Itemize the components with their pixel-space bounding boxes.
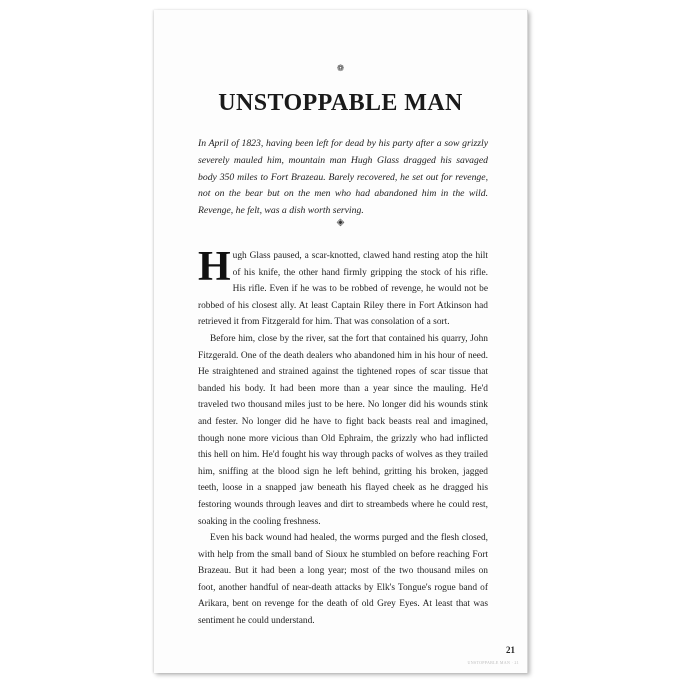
body-paragraph-3: Even his back wound had healed, the worms purged and the flesh closed, with help from the small band of Sioux he stumbled on before reaching Fort Brazeau. But it had been a long year; most of the two thousand miles on foot, another handful of near-death attacks by Elk's Tongue's rogue band of Arikara, bent on revenge for the death of old Grey Eyes. At least that was sentiment he could understand. <box>198 533 488 627</box>
intro-paragraph: In April of 1823, having been left for dead by his party after a sow grizzly severely mauled him, mountain man Hugh Glass dragged his savaged body 350 miles to Fort Brazeau. Barely recovered, he set out for revenge, not on the bear but on the men who had abandoned him in the wild. Revenge, he felt, was a dish worth serving. <box>198 138 488 217</box>
paragraph-text: ugh Glass paused, a scar-knotted, clawed hand resting atop the hilt of his knife, the other hand firmly gripping the stock of his rifle. His rifle. Even if he was to be robbed of revenge, he would not be robbed of his closest ally. At least Captain Riley there in Fort Atkinson had retrieved it from Fitzgerald for him. That was consolation of a sort. <box>198 251 488 328</box>
body-paragraph-2: Before him, close by the river, sat the fort that contained his quarry, John Fitzgerald. One of the death dealers who abandoned him in his hour of need. He straightened and strained against the tightened ropes of scar tissue that banded his body. It had been more than a year since the mauling. He'd traveled two thousand miles just to be here. No longer did his wounds stink and fester. No longer did he have to fight back beasts real and imagined, though none more vicious than Old Ephraim, the grizzly who had inflicted this hell on him. He'd fought his way through packs of wolves as they trailed him, sniffing at the blood sign he left behind, gritting his broken, jagged teeth, loose in a snapped jaw beneath his flayed cheek as he dragged his festoring wounds through leaves and dirt to streambeds where he could rest, soaking in the cooling freshness. <box>198 333 488 527</box>
footer-small-text: UNSTOPPABLE MAN · 21 <box>467 660 519 665</box>
page-number: 21 <box>506 645 515 655</box>
flourish-icon: ❁ <box>336 63 345 73</box>
book-page <box>154 10 528 673</box>
page-title: UNSTOPPABLE MAN <box>218 90 463 116</box>
body-text <box>198 244 488 630</box>
body-paragraph-1 <box>198 244 488 331</box>
diamond-divider-icon: ◈ <box>336 217 345 228</box>
drop-cap: H <box>198 244 231 290</box>
